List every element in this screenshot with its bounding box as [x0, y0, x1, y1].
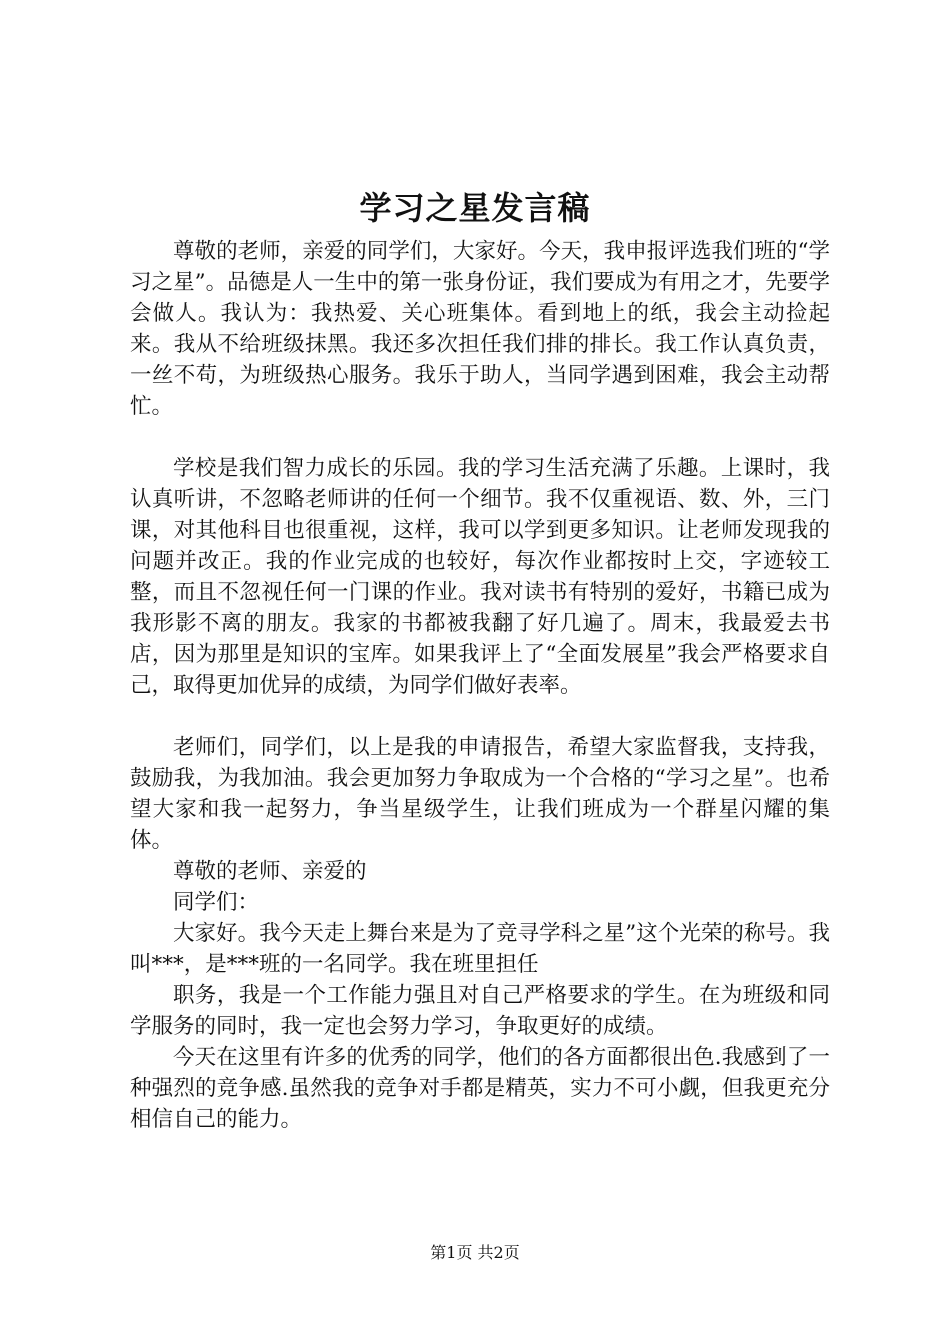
paragraph-study: 学校是我们智力成长的乐园。我的学习生活充满了乐趣。上课时，我认真听讲，不忽略老师讲的任何一个细节。我不仅重视语、数、外，三门课，对其他科目也很重视，这样，我可以学到更多知识。让老师发现我的问题并改正。我的作业完成的也较好，每次作业都按时上交，字迹较工整，而且不忽视任何一门课的作业。我对读书有特别的爱好，书籍已成为我形影不离的朋友。我家的书都被我翻了好几遍了。周末，我最爱去书店，因为那里是知识的宝库。如果我评上了“全面发展星”我会严格要求自己，取得更加优异的成绩，为同学们做好表率。	[130, 456, 830, 698]
salutation-line-1: 尊敬的老师、亲爱的	[173, 859, 367, 884]
document-title: 学习之星发言稿	[359, 189, 591, 227]
paragraph-greeting: 大家好。我今天走上舞台来是为了竞寻学科之星”这个光荣的称号。我叫***，是***班的一名同学。我在班里担任	[130, 921, 830, 977]
paragraph-spacer	[130, 422, 830, 453]
paragraph-duty: 职务，我是一个工作能力强且对自己严格要求的学生。在为班级和同学服务的同时，我一定也会努力学习，争取更好的成绩。	[130, 983, 830, 1039]
paragraph-competition: 今天在这里有许多的优秀的同学，他们的各方面都很出色.我感到了一种强烈的竞争感.虽然我的竞争对手都是精英，实力不可小觑，但我更充分相信自己的能力。	[130, 1045, 830, 1132]
page-number-footer: 第1页 共2页	[430, 1243, 520, 1262]
document-body	[130, 236, 830, 1135]
salutation-line-2: 同学们：	[173, 890, 260, 915]
paragraph-spacer	[130, 701, 830, 732]
paragraph-closing: 老师们，同学们，以上是我的申请报告，希望大家监督我，支持我，鼓励我，为我加油。我会更加努力争取成为一个合格的“学习之星”。也希望大家和我一起努力，争当星级学生，让我们班成为一个群星闪耀的集体。	[130, 735, 830, 853]
paragraph-intro: 尊敬的老师，亲爱的同学们，大家好。今天，我申报评选我们班的“学习之星”。品德是人一生中的第一张身份证，我们要成为有用之才，先要学会做人。我认为：我热爱、关心班集体。看到地上的纸，我会主动捡起来。我从不给班级抹黑。我还多次担任我们排的排长。我工作认真负责，一丝不苟，为班级热心服务。我乐于助人，当同学遇到困难，我会主动帮忙。	[130, 239, 830, 419]
